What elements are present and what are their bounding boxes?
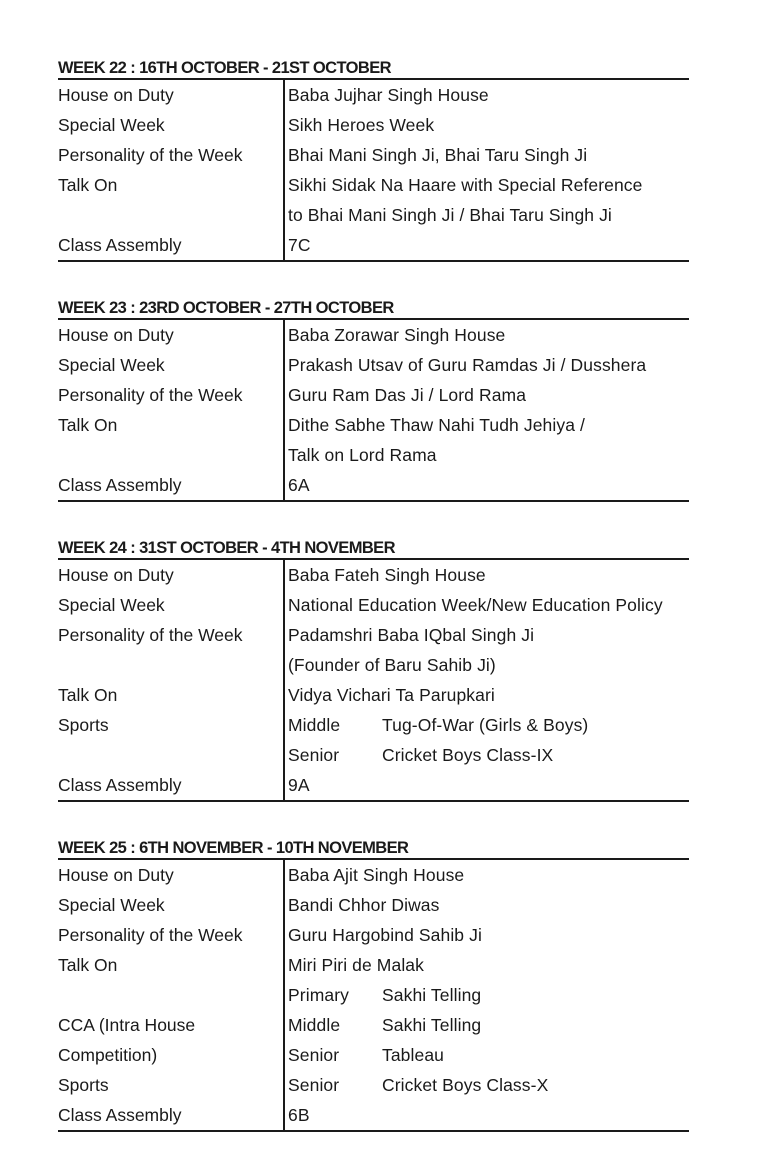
row-label bbox=[58, 740, 284, 770]
row-value-cell bbox=[284, 470, 689, 500]
row-value: Sakhi Telling bbox=[382, 1015, 482, 1035]
row-value-cell bbox=[284, 590, 689, 620]
row-value: Miri Piri de Malak bbox=[288, 955, 424, 975]
row-value-cell bbox=[284, 890, 689, 920]
row-label: House on Duty bbox=[58, 85, 174, 105]
level-label: Middle bbox=[288, 715, 341, 735]
table-row bbox=[58, 200, 689, 230]
week-section bbox=[58, 532, 689, 802]
row-value: Baba Jujhar Singh House bbox=[288, 85, 489, 105]
row-value-cell bbox=[284, 440, 689, 470]
row-value-cell bbox=[284, 920, 689, 950]
row-value: Guru Ram Das Ji / Lord Rama bbox=[288, 385, 527, 405]
level-label: Senior bbox=[288, 745, 340, 765]
table-row bbox=[58, 650, 689, 680]
table-row bbox=[58, 380, 689, 410]
row-value: 7C bbox=[288, 235, 311, 255]
table-row bbox=[58, 110, 689, 140]
row-value: Padamshri Baba IQbal Singh Ji bbox=[288, 625, 535, 645]
row-value-cell bbox=[284, 1070, 689, 1100]
row-value: 6A bbox=[288, 475, 310, 495]
week-section bbox=[58, 832, 689, 1132]
row-label: Personality of the Week bbox=[58, 625, 243, 645]
row-value-cell bbox=[284, 1040, 689, 1070]
row-value-cell bbox=[284, 770, 689, 800]
week-table bbox=[58, 558, 689, 802]
row-label: Sports bbox=[58, 1075, 109, 1095]
row-value-cell bbox=[284, 140, 689, 170]
table-row bbox=[58, 560, 689, 590]
row-label: Competition) bbox=[58, 1045, 158, 1065]
table-row bbox=[58, 680, 689, 710]
row-value-cell bbox=[284, 110, 689, 140]
row-label: Personality of the Week bbox=[58, 925, 243, 945]
table-row bbox=[58, 350, 689, 380]
row-value: Bandi Chhor Diwas bbox=[288, 895, 440, 915]
week-title: WEEK 25 : 6TH NOVEMBER - 10TH NOVEMBER bbox=[58, 839, 409, 857]
row-value-cell bbox=[284, 710, 689, 740]
week-title: WEEK 22 : 16TH OCTOBER - 21ST OCTOBER bbox=[58, 59, 391, 77]
table-row bbox=[58, 230, 689, 260]
row-label: Class Assembly bbox=[58, 775, 182, 795]
row-value-cell bbox=[284, 740, 689, 770]
row-value: 9A bbox=[288, 775, 310, 795]
row-value: 6B bbox=[288, 1105, 310, 1125]
row-value: Cricket Boys Class-X bbox=[382, 1075, 549, 1095]
row-label: Sports bbox=[58, 715, 109, 735]
row-value-cell bbox=[284, 320, 689, 350]
week-section bbox=[58, 292, 689, 502]
table-row bbox=[58, 440, 689, 470]
table-row bbox=[58, 410, 689, 440]
table-row bbox=[58, 860, 689, 890]
level-label: Middle bbox=[288, 1015, 341, 1035]
row-value-cell bbox=[284, 980, 689, 1010]
row-label: Special Week bbox=[58, 355, 165, 375]
row-label bbox=[58, 440, 284, 470]
row-value-cell bbox=[284, 950, 689, 980]
row-value-cell bbox=[284, 620, 689, 650]
table-row bbox=[58, 890, 689, 920]
row-value: Sikhi Sidak Na Haare with Special Reference bbox=[288, 175, 643, 195]
row-value-cell bbox=[284, 1100, 689, 1130]
row-label: Personality of the Week bbox=[58, 385, 243, 405]
table-row bbox=[58, 920, 689, 950]
row-value: Dithe Sabhe Thaw Nahi Tudh Jehiya / bbox=[288, 415, 585, 435]
row-value-cell bbox=[284, 1010, 689, 1040]
row-value: Baba Fateh Singh House bbox=[288, 565, 486, 585]
table-row bbox=[58, 1070, 689, 1100]
row-value: Vidya Vichari Ta Parupkari bbox=[288, 685, 495, 705]
row-label bbox=[58, 650, 284, 680]
row-label bbox=[58, 200, 284, 230]
row-value: Guru Hargobind Sahib Ji bbox=[288, 925, 482, 945]
table-row bbox=[58, 980, 689, 1010]
row-value: Sakhi Telling bbox=[382, 985, 482, 1005]
table-row bbox=[58, 770, 689, 800]
row-label: Personality of the Week bbox=[58, 145, 243, 165]
row-value: to Bhai Mani Singh Ji / Bhai Taru Singh Ji bbox=[288, 205, 612, 225]
row-label: Talk On bbox=[58, 175, 118, 195]
table-row bbox=[58, 950, 689, 980]
table-row bbox=[58, 1010, 689, 1040]
table-row bbox=[58, 1100, 689, 1130]
row-label bbox=[58, 980, 284, 1010]
row-value-cell bbox=[284, 380, 689, 410]
row-value: Baba Zorawar Singh House bbox=[288, 325, 506, 345]
level-label: Senior bbox=[288, 1045, 340, 1065]
row-value-cell bbox=[284, 170, 689, 200]
table-row bbox=[58, 620, 689, 650]
row-value: Baba Ajit Singh House bbox=[288, 865, 465, 885]
row-value: Prakash Utsav of Guru Ramdas Ji / Dusshera bbox=[288, 355, 647, 375]
week-table bbox=[58, 858, 689, 1132]
row-value-cell bbox=[284, 80, 689, 110]
row-label: Talk On bbox=[58, 415, 118, 435]
row-label: Class Assembly bbox=[58, 1105, 182, 1125]
row-label: Special Week bbox=[58, 595, 165, 615]
row-value-cell bbox=[284, 680, 689, 710]
row-value-cell bbox=[284, 560, 689, 590]
row-value-cell bbox=[284, 860, 689, 890]
row-label: Talk On bbox=[58, 955, 118, 975]
table-row bbox=[58, 590, 689, 620]
table-row bbox=[58, 80, 689, 110]
row-label: CCA (Intra House bbox=[58, 1015, 196, 1035]
table-row bbox=[58, 470, 689, 500]
row-label: Talk On bbox=[58, 685, 118, 705]
row-label: Class Assembly bbox=[58, 475, 182, 495]
row-label: House on Duty bbox=[58, 325, 174, 345]
week-title: WEEK 24 : 31ST OCTOBER - 4TH NOVEMBER bbox=[58, 539, 395, 557]
row-value: Sikh Heroes Week bbox=[288, 115, 435, 135]
row-value: Bhai Mani Singh Ji, Bhai Taru Singh Ji bbox=[288, 145, 588, 165]
table-row bbox=[58, 740, 689, 770]
level-label: Senior bbox=[288, 1075, 340, 1095]
week-table bbox=[58, 318, 689, 502]
row-value-cell bbox=[284, 410, 689, 440]
row-value: Talk on Lord Rama bbox=[288, 445, 437, 465]
row-value: National Education Week/New Education Policy bbox=[288, 595, 663, 615]
table-row bbox=[58, 140, 689, 170]
row-value: Tug-Of-War (Girls & Boys) bbox=[382, 715, 589, 735]
level-label: Primary bbox=[288, 985, 349, 1005]
row-value-cell bbox=[284, 650, 689, 680]
row-label: Special Week bbox=[58, 115, 165, 135]
row-label: Special Week bbox=[58, 895, 165, 915]
row-value: Cricket Boys Class-IX bbox=[382, 745, 554, 765]
row-label: Class Assembly bbox=[58, 235, 182, 255]
row-label: House on Duty bbox=[58, 565, 174, 585]
row-value-cell bbox=[284, 230, 689, 260]
week-section bbox=[58, 52, 689, 262]
table-row bbox=[58, 710, 689, 740]
row-value: (Founder of Baru Sahib Ji) bbox=[288, 655, 496, 675]
table-row bbox=[58, 1040, 689, 1070]
row-value: Tableau bbox=[382, 1045, 445, 1065]
week-title: WEEK 23 : 23RD OCTOBER - 27TH OCTOBER bbox=[58, 299, 394, 317]
week-table bbox=[58, 78, 689, 262]
row-value-cell bbox=[284, 200, 689, 230]
table-row bbox=[58, 170, 689, 200]
row-label: House on Duty bbox=[58, 865, 174, 885]
row-value-cell bbox=[284, 350, 689, 380]
table-row bbox=[58, 320, 689, 350]
